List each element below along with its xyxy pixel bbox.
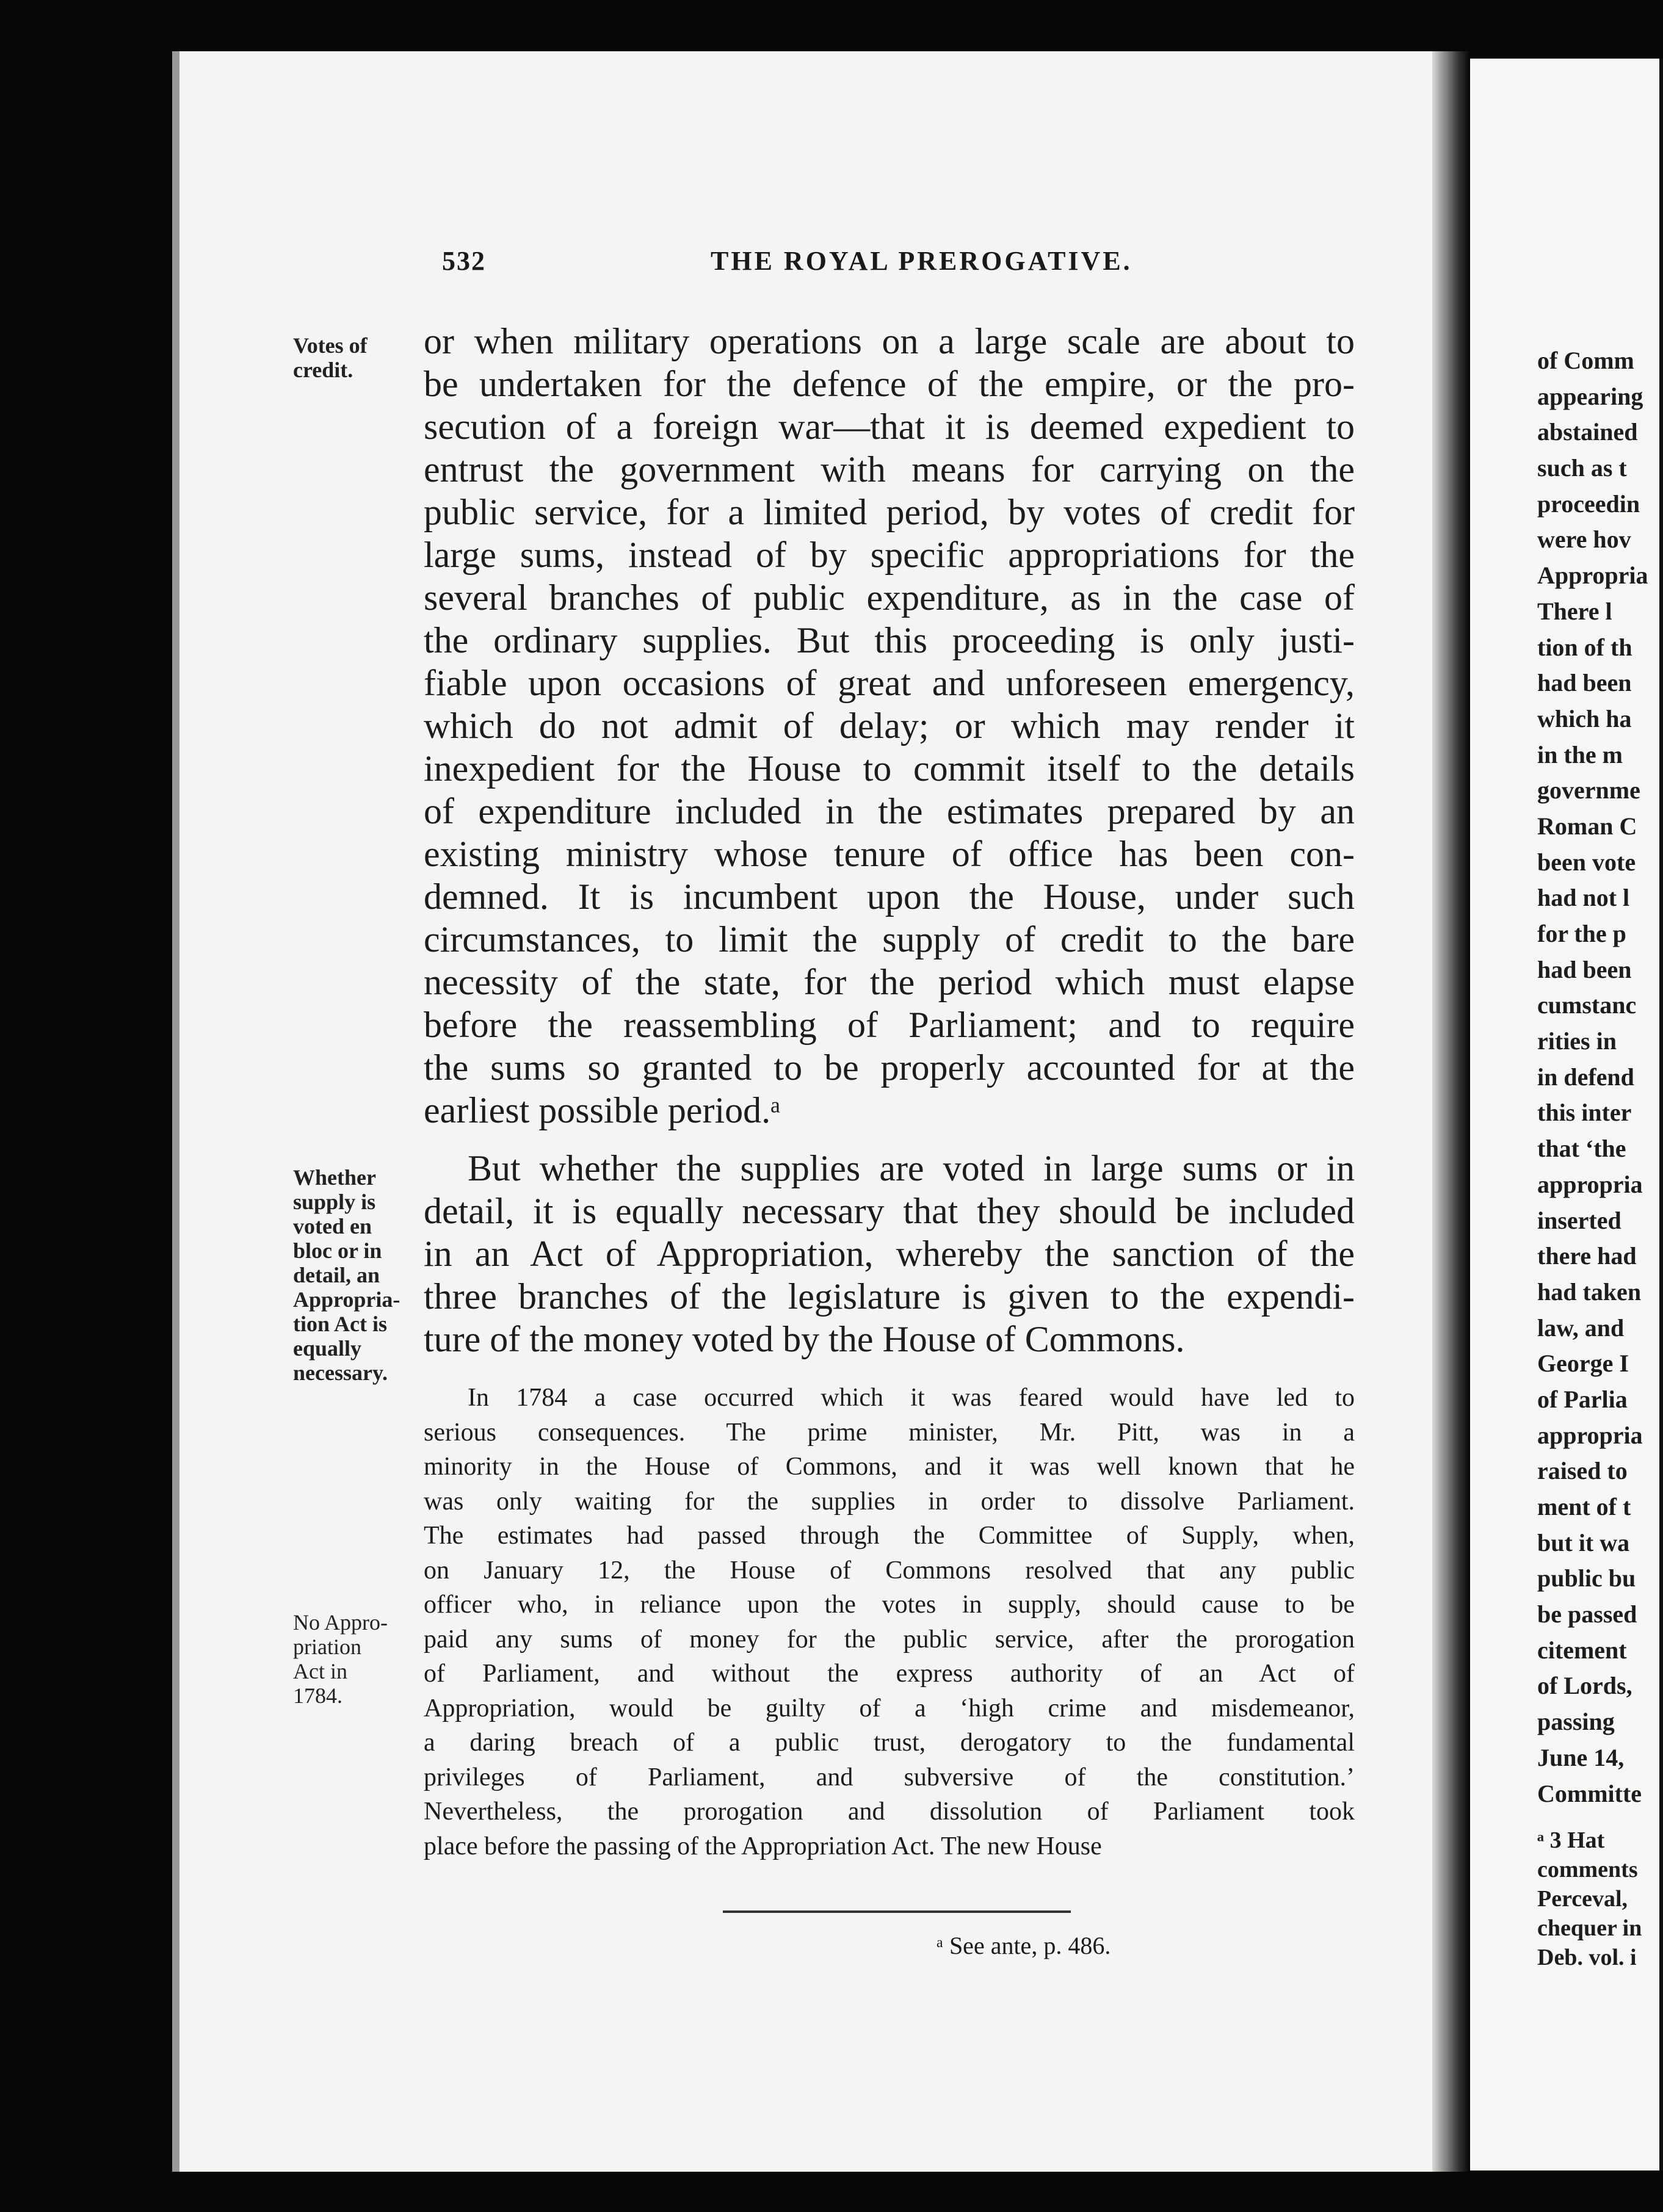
text-line: inexpedient for the House to commit itself to the details — [424, 748, 1355, 789]
sidenote-no-appropriation — [293, 1610, 388, 1708]
text-line: a daring breach of a public trust, derogatory to the fundamental — [424, 1729, 1355, 1757]
text-line: detail, it is equally necessary that they should be included — [424, 1191, 1355, 1231]
text-line: chequer in — [1537, 1915, 1642, 1941]
text-line: Roman C — [1537, 812, 1637, 840]
sidenote-line: priation — [293, 1635, 361, 1659]
book-gutter — [1432, 51, 1470, 2172]
text-line: there had — [1537, 1242, 1637, 1270]
text-line: entrust the government with means for carrying on the — [424, 449, 1355, 490]
text-line: appropria — [1537, 1421, 1643, 1449]
right-page-text — [1537, 343, 1648, 1812]
sidenote-line: 1784. — [293, 1683, 342, 1708]
text-line: in an Act of Appropriation, whereby the sanction of the — [424, 1234, 1355, 1274]
text-line: existing ministry whose tenure of office has been con- — [424, 834, 1355, 874]
text-line: law, and — [1537, 1314, 1625, 1342]
text-line: of expenditure included in the estimates prepared by an — [424, 791, 1355, 831]
text-line: passing — [1537, 1708, 1615, 1736]
sidenote-line: voted en — [293, 1214, 372, 1238]
text-line: citement — [1537, 1636, 1627, 1664]
sidenote-line: detail, an — [293, 1263, 380, 1287]
text-line: had been — [1537, 955, 1632, 983]
text-line: was only waiting for the supplies in order to dissolve Parliament. — [424, 1487, 1355, 1516]
text-line: There l — [1537, 597, 1612, 625]
running-head — [179, 245, 1440, 288]
text-line: or when military operations on a large scale are about to — [424, 321, 1355, 361]
left-page — [172, 51, 1440, 2172]
text-line: ᵃ 3 Hat — [1537, 1827, 1605, 1853]
text-line: public service, for a limited period, by votes of credit for — [424, 492, 1355, 532]
text-line: had taken — [1537, 1278, 1642, 1306]
text-line: Appropriation, would be guilty of a ‘high crime and misdemeanor, — [424, 1694, 1355, 1722]
text-line: George I — [1537, 1350, 1629, 1378]
text-line: minority in the House of Commons, and it was well known that he — [424, 1453, 1355, 1481]
text-line: governme — [1537, 776, 1640, 804]
text-line: abstained — [1537, 418, 1638, 446]
text-line: Deb. vol. i — [1537, 1945, 1637, 1970]
text-line: In 1784 a case occurred which it was feared would have led to — [468, 1384, 1355, 1412]
text-line: several branches of public expenditure, as in the case of — [424, 577, 1355, 618]
text-line: were hov — [1537, 526, 1631, 554]
text-line: of Comm — [1537, 347, 1634, 374]
sidenote-votes-of-credit — [293, 333, 368, 382]
text-line: circumstances, to limit the supply of credit to the bare — [424, 919, 1355, 960]
text-line: before the reassembling of Parliament; and to require — [424, 1005, 1355, 1045]
text-line: ture of the money voted by the House of Commons. — [424, 1319, 1185, 1359]
sidenote-line: Appropria- — [293, 1287, 400, 1312]
text-line: this inter — [1537, 1099, 1632, 1127]
text-line: in the m — [1537, 740, 1623, 768]
text-line: Perceval, — [1537, 1886, 1628, 1912]
text-line: such as t — [1537, 454, 1627, 482]
text-line: had not l — [1537, 884, 1630, 912]
text-line: appropria — [1537, 1170, 1643, 1198]
text-line: cumstanc — [1537, 991, 1637, 1019]
text-line: for the p — [1537, 920, 1626, 947]
text-line: necessity of the state, for the period which must elapse — [424, 962, 1355, 1002]
text-line: but it wa — [1537, 1528, 1630, 1556]
text-line: tion of th — [1537, 633, 1632, 661]
text-line: serious consequences. The prime minister, Mr. Pitt, was in a — [424, 1418, 1355, 1447]
right-page-fragment — [1470, 59, 1663, 2170]
text-line: in defend — [1537, 1063, 1634, 1091]
text-line: rities in — [1537, 1027, 1617, 1055]
text-line: place before the passing of the Appropriation Act. The new House — [424, 1832, 1102, 1860]
text-line: earliest possible period.ᵃ — [424, 1090, 781, 1130]
text-line: inserted — [1537, 1206, 1621, 1234]
text-line: secution of a foreign war—that it is deemed expedient to — [424, 407, 1355, 447]
page-edge-shadow — [1659, 59, 1663, 2170]
sidenote-appropriation — [293, 1165, 400, 1385]
text-line: demned. It is incumbent upon the House, under such — [424, 876, 1355, 917]
text-line: Appropria — [1537, 562, 1648, 590]
text-line: June 14, — [1537, 1743, 1625, 1771]
footnote-rule — [723, 1910, 1071, 1913]
sidenote-line: Act in — [293, 1659, 347, 1683]
text-line: But whether the supplies are voted in large sums or in — [468, 1148, 1355, 1188]
sidenote-line: necessary. — [293, 1361, 388, 1385]
right-page-footnote — [1537, 1826, 1642, 1972]
sidenote-line: Votes of — [293, 333, 368, 358]
paragraph-1784-case — [424, 1381, 1355, 1863]
text-line: ment of t — [1537, 1493, 1631, 1520]
text-line: raised to — [1537, 1457, 1628, 1485]
text-line: large sums, instead of by specific appropriations for the — [424, 535, 1355, 575]
sidenote-line: bloc or in — [293, 1238, 382, 1263]
footnote: ᵃ See ante, p. 486. — [937, 1932, 1111, 1959]
text-line: paid any sums of money for the public service, after the prorogation — [424, 1625, 1355, 1654]
text-line: Committe — [1537, 1779, 1642, 1807]
running-title: THE ROYAL PREROGATIVE. — [711, 246, 1132, 276]
sidenote-line: equally — [293, 1336, 362, 1361]
page-number: 532 — [442, 246, 486, 276]
text-line: three branches of the legislature is given to the expendi- — [424, 1276, 1355, 1317]
text-line: which do not admit of delay; or which may render it — [424, 706, 1355, 746]
text-line: of Lords, — [1537, 1672, 1632, 1700]
paragraph-appropriation — [424, 1147, 1355, 1361]
sidenote-line: tion Act is — [293, 1312, 388, 1336]
text-line: fiable upon occasions of great and unforeseen emergency, — [424, 663, 1355, 703]
text-line: which ha — [1537, 704, 1632, 732]
paragraph-votes-of-credit — [424, 320, 1355, 1132]
text-line: be passed — [1537, 1600, 1637, 1628]
text-line: the sums so granted to be properly accounted for at the — [424, 1047, 1355, 1088]
text-line: appearing — [1537, 382, 1643, 410]
sidenote-line: credit. — [293, 358, 353, 382]
text-line: that ‘the — [1537, 1135, 1626, 1163]
text-line: been vote — [1537, 848, 1636, 876]
text-line: public bu — [1537, 1564, 1636, 1592]
text-line: be undertaken for the defence of the empire, or the pro- — [424, 364, 1355, 404]
text-line: The estimates had passed through the Committee of Supply, when, — [424, 1522, 1355, 1550]
text-line: comments — [1537, 1857, 1638, 1882]
text-line: had been — [1537, 669, 1632, 697]
sidenote-line: No Appro- — [293, 1610, 388, 1635]
text-line: the ordinary supplies. But this proceeding is only justi- — [424, 620, 1355, 660]
text-line: proceedin — [1537, 490, 1640, 518]
text-line: privileges of Parliament, and subversive of the constitution.’ — [424, 1763, 1355, 1791]
text-line: of Parliament, and without the express authority of an Act of — [424, 1660, 1355, 1688]
sidenote-line: Whether — [293, 1165, 376, 1190]
text-line: officer who, in reliance upon the votes in supply, should cause to be — [424, 1591, 1355, 1619]
text-line: Nevertheless, the prorogation and dissolution of Parliament took — [424, 1798, 1355, 1826]
text-line: on January 12, the House of Commons resolved that any public — [424, 1556, 1355, 1585]
sidenote-line: supply is — [293, 1190, 376, 1214]
text-line: of Parlia — [1537, 1385, 1628, 1413]
